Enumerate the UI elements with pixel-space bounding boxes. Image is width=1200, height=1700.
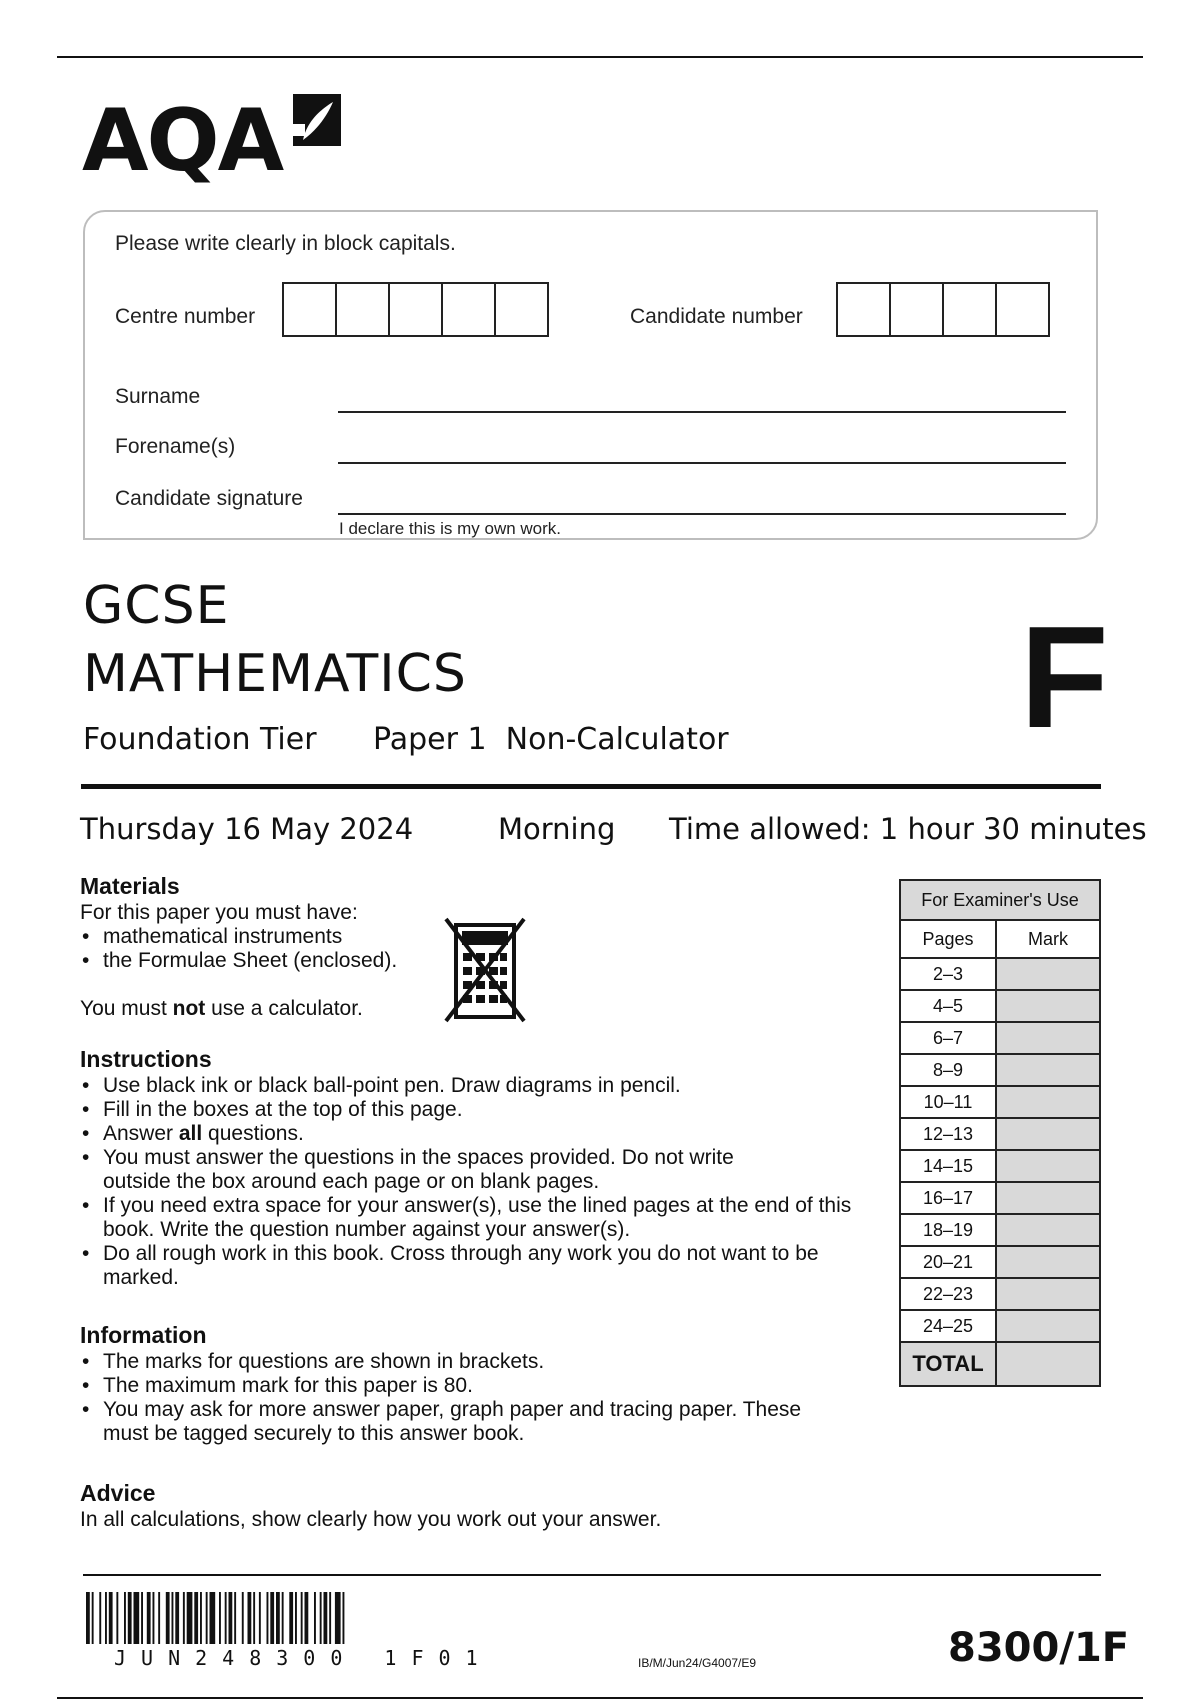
barcode-bar bbox=[109, 1592, 113, 1644]
calculator-note-pre: You must bbox=[80, 996, 173, 1020]
list-item: • You must answer the questions in the spaces provided. Do not write outside the box around each page or on blank pages. bbox=[80, 1146, 803, 1194]
barcode-bar bbox=[153, 1592, 155, 1644]
title-rule bbox=[81, 784, 1101, 789]
calculator-note-bold: not bbox=[172, 996, 206, 1020]
answer-all-post: questions. bbox=[202, 1121, 304, 1145]
centre-digit-box[interactable] bbox=[282, 282, 337, 337]
mark-cell[interactable] bbox=[996, 1214, 1100, 1246]
centre-digit-box[interactable] bbox=[441, 282, 496, 337]
barcode-bar bbox=[134, 1592, 140, 1644]
list-item: • Use black ink or black ball-point pen. Draw diagrams in pencil. bbox=[80, 1074, 880, 1098]
candidate-digit-box[interactable] bbox=[836, 282, 891, 337]
barcode-bar bbox=[92, 1592, 94, 1644]
barcode-bar bbox=[210, 1592, 216, 1644]
barcode-bar bbox=[267, 1592, 269, 1644]
examiner-table-title: For Examiner's Use bbox=[900, 880, 1100, 920]
barcode-bar bbox=[295, 1592, 297, 1644]
candidate-digit-box[interactable] bbox=[942, 282, 997, 337]
subject-title: MATHEMATICS bbox=[83, 644, 467, 704]
pages-cell: 24–25 bbox=[900, 1310, 996, 1342]
instructions-heading: Instructions bbox=[80, 1046, 212, 1072]
top-rule bbox=[57, 56, 1143, 58]
list-item: • You may ask for more answer paper, graph paper and tracing paper. These must be tagged securely to this answer book. bbox=[80, 1398, 823, 1446]
tier-text: Foundation Tier bbox=[83, 722, 317, 757]
list-item: • Do all rough work in this book. Cross through any work you do not want to be marked. bbox=[80, 1242, 863, 1290]
mark-cell[interactable] bbox=[996, 1086, 1100, 1118]
barcode-text: JUN248300 1F01 bbox=[114, 1646, 493, 1670]
barcode-bar bbox=[282, 1592, 284, 1644]
mark-cell[interactable] bbox=[996, 1310, 1100, 1342]
surname-label: Surname bbox=[115, 385, 201, 408]
mark-cell[interactable] bbox=[996, 1118, 1100, 1150]
forenames-line[interactable] bbox=[338, 462, 1066, 464]
barcode-bar bbox=[172, 1592, 174, 1644]
barcode-bar bbox=[194, 1592, 198, 1644]
pages-cell: 6–7 bbox=[900, 1022, 996, 1054]
candidate-details-box bbox=[83, 210, 1098, 540]
barcode-bar bbox=[175, 1592, 179, 1644]
advice-text: In all calculations, show clearly how you work out your answer. bbox=[80, 1507, 662, 1531]
bottom-rule bbox=[57, 1697, 1143, 1699]
logo-text: AQA bbox=[82, 91, 283, 191]
barcode-bar bbox=[105, 1592, 107, 1644]
centre-digit-box[interactable] bbox=[335, 282, 390, 337]
pages-cell: 10–11 bbox=[900, 1086, 996, 1118]
barcode-bar bbox=[128, 1592, 132, 1644]
pages-cell: 8–9 bbox=[900, 1054, 996, 1086]
barcode-bar bbox=[289, 1592, 293, 1644]
time-allowed: Time allowed: 1 hour 30 minutes bbox=[669, 812, 1147, 846]
mark-cell[interactable] bbox=[996, 990, 1100, 1022]
advice-section bbox=[80, 1480, 880, 1532]
list-item: • The maximum mark for this paper is 80. bbox=[80, 1374, 880, 1398]
pages-cell: 22–23 bbox=[900, 1278, 996, 1310]
centre-number-boxes bbox=[282, 282, 547, 337]
barcode-bar bbox=[324, 1592, 328, 1644]
barcode-bar bbox=[343, 1592, 345, 1644]
centre-number-label: Centre number bbox=[115, 305, 256, 328]
materials-heading: Materials bbox=[80, 873, 180, 899]
barcode-bar bbox=[314, 1592, 316, 1644]
mark-cell[interactable] bbox=[996, 958, 1100, 990]
examiner-use-table bbox=[899, 879, 1101, 1387]
declaration-text: I declare this is my own work. bbox=[339, 519, 562, 538]
barcode-bar bbox=[335, 1592, 341, 1644]
pages-cell: 2–3 bbox=[900, 958, 996, 990]
barcode-bar bbox=[276, 1592, 280, 1644]
qualification-title: GCSE bbox=[83, 576, 230, 636]
barcode-bar bbox=[329, 1592, 331, 1644]
list-item: • The marks for questions are shown in brackets. bbox=[80, 1350, 880, 1374]
barcode-bar bbox=[183, 1592, 185, 1644]
answer-all-bold: all bbox=[178, 1121, 203, 1145]
barcode-bar bbox=[187, 1592, 193, 1644]
barcode-bar bbox=[234, 1592, 236, 1644]
barcode-bar bbox=[141, 1592, 143, 1644]
exam-date: Thursday 16 May 2024 bbox=[80, 812, 414, 846]
centre-digit-box[interactable] bbox=[494, 282, 549, 337]
signature-line[interactable] bbox=[338, 513, 1066, 515]
list-item bbox=[80, 1122, 880, 1146]
list-item: • Fill in the boxes at the top of this page. bbox=[80, 1098, 880, 1122]
barcode-bar bbox=[270, 1592, 274, 1644]
pages-column-header: Pages bbox=[900, 920, 996, 958]
signature-label: Candidate signature bbox=[115, 487, 303, 510]
mark-column-header: Mark bbox=[996, 920, 1100, 958]
list-item: • mathematical instruments bbox=[80, 925, 880, 949]
barcode-bar bbox=[320, 1592, 322, 1644]
aqa-logo bbox=[82, 90, 352, 191]
materials-intro: For this paper you must have: bbox=[80, 900, 358, 924]
pages-cell: 12–13 bbox=[900, 1118, 996, 1150]
logo-leaf-icon bbox=[287, 90, 345, 150]
exam-session: Morning bbox=[498, 812, 616, 846]
barcode-bar bbox=[124, 1592, 126, 1644]
barcode-icon bbox=[86, 1592, 496, 1644]
answer-all-pre: Answer bbox=[103, 1121, 179, 1145]
centre-digit-box[interactable] bbox=[388, 282, 443, 337]
barcode-bar bbox=[225, 1592, 227, 1644]
advice-heading: Advice bbox=[80, 1480, 156, 1506]
pages-cell: 16–17 bbox=[900, 1182, 996, 1214]
total-label: TOTAL bbox=[900, 1342, 996, 1386]
list-item: • the Formulae Sheet (enclosed). bbox=[80, 949, 880, 973]
barcode-bar bbox=[206, 1592, 208, 1644]
barcode-bar bbox=[253, 1592, 255, 1644]
barcode-bar bbox=[147, 1592, 151, 1644]
mark-cell[interactable] bbox=[996, 1246, 1100, 1278]
barcode-bar bbox=[242, 1592, 244, 1644]
instructions-list bbox=[80, 1074, 880, 1290]
barcode-bar bbox=[99, 1592, 101, 1644]
candidate-number-label: Candidate number bbox=[630, 305, 803, 328]
information-section bbox=[80, 1322, 880, 1446]
pages-cell: 20–21 bbox=[900, 1246, 996, 1278]
forenames-label: Forename(s) bbox=[115, 435, 236, 458]
mark-cell[interactable] bbox=[996, 1182, 1100, 1214]
barcode-bar bbox=[301, 1592, 303, 1644]
mark-cell[interactable] bbox=[996, 1150, 1100, 1182]
list-item: • If you need extra space for your answer(s), use the lined pages at the end of this book. Write the question number against your answer(s). bbox=[80, 1194, 893, 1242]
mark-cell[interactable] bbox=[996, 1054, 1100, 1086]
no-calculator-icon bbox=[444, 917, 528, 1027]
instructions-section bbox=[80, 1046, 880, 1290]
information-list bbox=[80, 1350, 880, 1446]
paper-code: 8300/1F bbox=[948, 1625, 1130, 1671]
barcode-bar bbox=[259, 1592, 261, 1644]
mark-cell[interactable] bbox=[996, 1278, 1100, 1310]
calculator-note-post: use a calculator. bbox=[205, 996, 363, 1020]
footer-rule bbox=[83, 1574, 1101, 1576]
reference-code: IB/M/Jun24/G4007/E9 bbox=[638, 1656, 757, 1670]
information-heading: Information bbox=[80, 1322, 207, 1348]
candidate-number-boxes bbox=[836, 282, 1048, 337]
barcode-bar bbox=[158, 1592, 160, 1644]
barcode-bar bbox=[219, 1592, 221, 1644]
mark-cell[interactable] bbox=[996, 1022, 1100, 1054]
block-capitals-instruction: Please write clearly in block capitals. bbox=[115, 232, 456, 255]
candidate-digit-box[interactable] bbox=[889, 282, 944, 337]
barcode-bar bbox=[229, 1592, 233, 1644]
barcode-bar bbox=[305, 1592, 309, 1644]
barcode-bar bbox=[116, 1592, 118, 1644]
candidate-digit-box[interactable] bbox=[995, 282, 1050, 337]
barcode-bar bbox=[86, 1592, 90, 1644]
barcode-bar bbox=[248, 1592, 252, 1644]
paper-text: Paper 1 Non-Calculator bbox=[373, 722, 729, 757]
total-mark-cell[interactable] bbox=[996, 1342, 1100, 1386]
barcode-bar bbox=[166, 1592, 170, 1644]
surname-line[interactable] bbox=[338, 411, 1066, 413]
pages-cell: 18–19 bbox=[900, 1214, 996, 1246]
pages-cell: 14–15 bbox=[900, 1150, 996, 1182]
tier-letter: F bbox=[1020, 596, 1109, 758]
pages-cell: 4–5 bbox=[900, 990, 996, 1022]
barcode-bar bbox=[200, 1592, 202, 1644]
